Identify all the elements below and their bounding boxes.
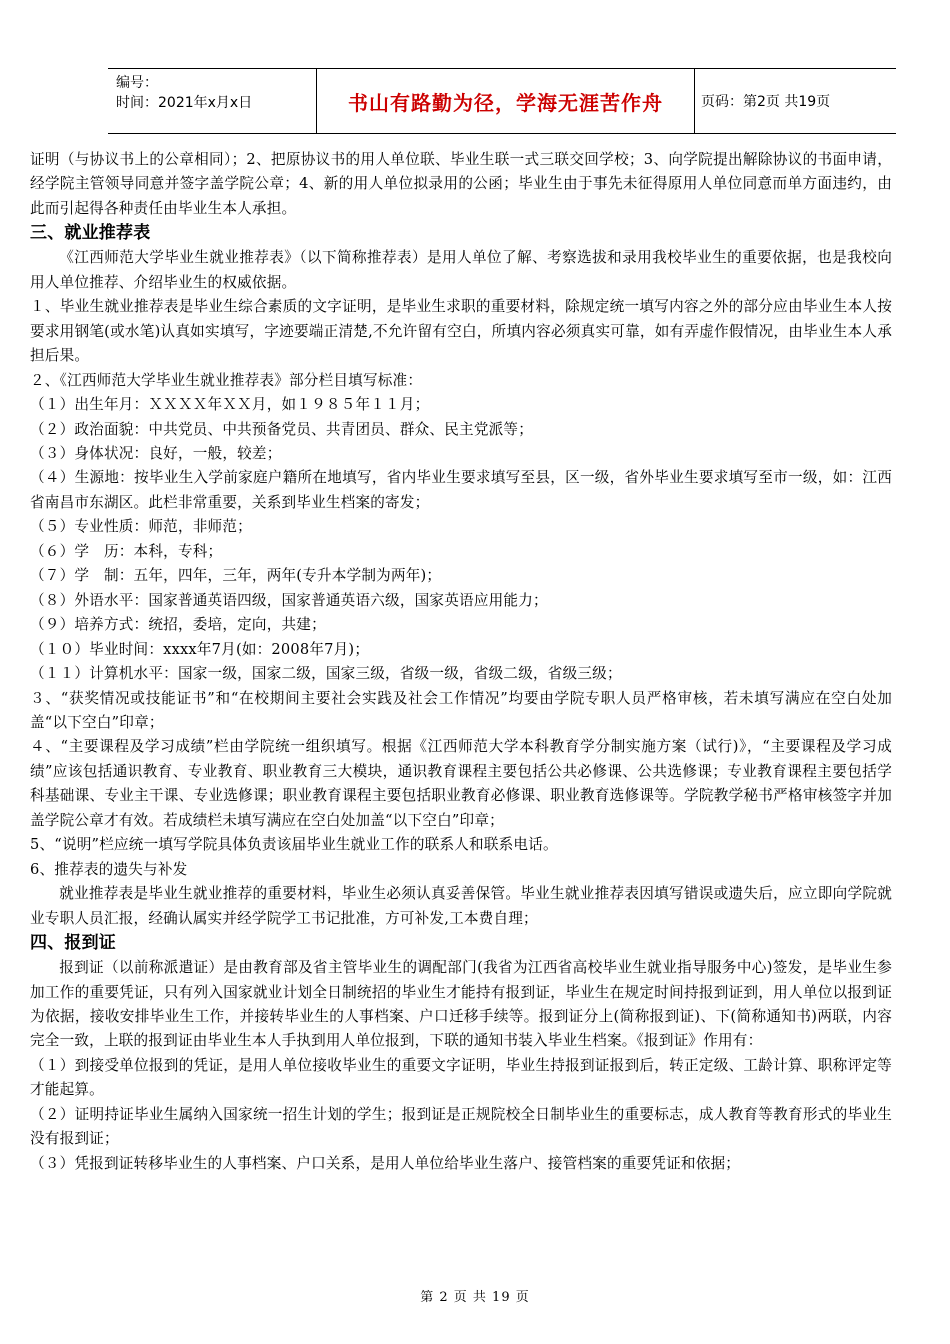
body-paragraph: （４）生源地：按毕业生入学前家庭户籍所在地填写，省内毕业生要求填写至县，区一级，省外毕业生要求填写至市一级，如：江西省南昌市东湖区。此栏非常重要，关系到毕业生档案的寄发；: [30, 469, 892, 511]
document-date: 时间：2021年x月x日: [116, 95, 253, 111]
header-motto: 书山有路勤为径，学海无涯苦作舟: [317, 69, 695, 133]
body-paragraph: １、毕业生就业推荐表是毕业生综合素质的文字证明，是毕业生求职的重要材料，除规定统一填写内容之外的部分应由毕业生本人按要求用钢笔(或水笔)认真如实填写，字迹要端正清楚,不允许留有空白，所填内容必须真实可靠，如有弄虚作假情况，由毕业生本人承担后果。: [30, 298, 892, 365]
header-meta: [108, 69, 317, 133]
body-paragraph: （３）身体状况：良好，一般，较差；: [30, 444, 282, 462]
body-paragraph: 证明（与协议书上的公章相同）；2、把原协议书的用人单位联、毕业生联一式三联交回学校；3、向学院提出解除协议的书面申请，经学院主管领导同意并签字盖学院公章；4、新的用人单位拟录用的公函；毕业生由于事先未征得原用人单位同意而单方面违约，由此而引起得各种责任由毕业生本人承担。: [30, 151, 892, 217]
body-paragraph: （１１）计算机水平：国家一级，国家二级，国家三级，省级一级，省级二级，省级三级；: [30, 665, 622, 683]
body-paragraph: 6、推荐表的遗失与补发: [30, 860, 188, 878]
body-paragraph: （１）到接受单位报到的凭证，是用人单位接收毕业生的重要文字证明，毕业生持报到证报到后，转正定级、工龄计算、职称评定等才能起算。: [30, 1056, 892, 1099]
page-footer: 第 2 页 共 19 页: [420, 1290, 530, 1305]
body-paragraph: （９）培养方式：统招，委培，定向，共建；: [30, 616, 326, 634]
document-body: [30, 148, 892, 1176]
body-paragraph: （１）出生年月：ＸＸＸＸ年ＸＸ月，如１９８５年１１月；: [30, 396, 430, 414]
body-paragraph: ２、《江西师范大学毕业生就业推荐表》部分栏目填写标准：: [30, 371, 423, 389]
body-paragraph: （１０）毕业时间：xxxx年7月(如：2008年7月)；: [30, 640, 370, 658]
body-paragraph: （２）证明持证毕业生属纳入国家统一招生计划的学生；报到证是正规院校全日制毕业生的重要标志，成人教育等教育形式的毕业生没有报到证；: [30, 1105, 892, 1148]
body-paragraph: 5、“说明”栏应统一填写学院具体负责该届毕业生就业工作的联系人和联系电话。: [30, 836, 558, 854]
body-paragraph: 就业推荐表是毕业生就业推荐的重要材料，毕业生必须认真妥善保管。毕业生就业推荐表因填写错误或遗失后，应立即向学院就业专职人员汇报，经确认属实并经学院学工书记批准，方可补发,工本费自理；: [30, 885, 892, 927]
body-paragraph: （５）专业性质：师范，非师范；: [30, 518, 252, 536]
body-paragraph: （３）凭报到证转移毕业生的人事档案、户口关系，是用人单位给毕业生落户、接管档案的重要凭证和依据；: [30, 1154, 741, 1172]
body-paragraph: 《江西师范大学毕业生就业推荐表》（以下简称推荐表）是用人单位了解、考察选拔和录用我校毕业生的重要依据，也是我校向用人单位推荐、介绍毕业生的权威依据。: [30, 249, 892, 291]
body-paragraph: ４、“主要课程及学习成绩”栏由学院统一组织填写。根据《江西师范大学本科教育学分制实施方案（试行)》，“主要课程及学习成绩”应该包括通识教育、专业教育、职业教育三大模块，通识教育课程主要包括公共必修课、公共选修课；专业教育课程主要包括学科基础课、专业主干课、专业选修课；职业教育课程主要包括职业教育必修课、职业教育选修课等。学院教学秘书严格审核签字并加盖学院公章才有效。若成绩栏未填写满应在空白处加盖“以下空白”印章；: [30, 738, 892, 829]
body-paragraph: ３、“获奖情况或技能证书”和“在校期间主要社会实践及社会工作情况”均要由学院专职人员严格审核，若未填写满应在空白处加盖“以下空白”印章；: [30, 689, 892, 731]
body-paragraph: 报到证（以前称派遣证）是由教育部及省主管毕业生的调配部门(我省为江西省高校毕业生就业指导服务中心)签发，是毕业生参加工作的重要凭证，只有列入国家就业计划全日制统招的毕业生才能持有报到证，毕业生在规定时间持报到证到，用人单位以报到证为依据，接收安排毕业生工作，并接转毕业生的人事档案、户口迁移手续等。报到证分上(简称报到证)、下(简称通知书)两联，内容完全一致，上联的报到证由毕业生本人手执到用人单位报到，下联的通知书装入毕业生档案。《报到证》作用有：: [30, 959, 892, 1050]
body-paragraph: （８）外语水平：国家普通英语四级，国家普通英语六级，国家英语应用能力；: [30, 591, 548, 609]
header-page-number: 页码：第2页 共19页: [701, 94, 831, 110]
body-paragraph: （７）学 制：五年，四年，三年，两年(专升本学制为两年)；: [30, 567, 442, 585]
document-number: 编号：: [116, 75, 158, 91]
body-paragraph: （６）学 历：本科，专科；: [30, 542, 223, 560]
body-paragraph: （２）政治面貌：中共党员、中共预备党员、共青团员、群众、民主党派等；: [30, 420, 533, 438]
section-heading: 四、报到证: [30, 933, 116, 954]
page-header: [108, 68, 896, 134]
section-heading: 三、就业推荐表: [30, 223, 151, 244]
